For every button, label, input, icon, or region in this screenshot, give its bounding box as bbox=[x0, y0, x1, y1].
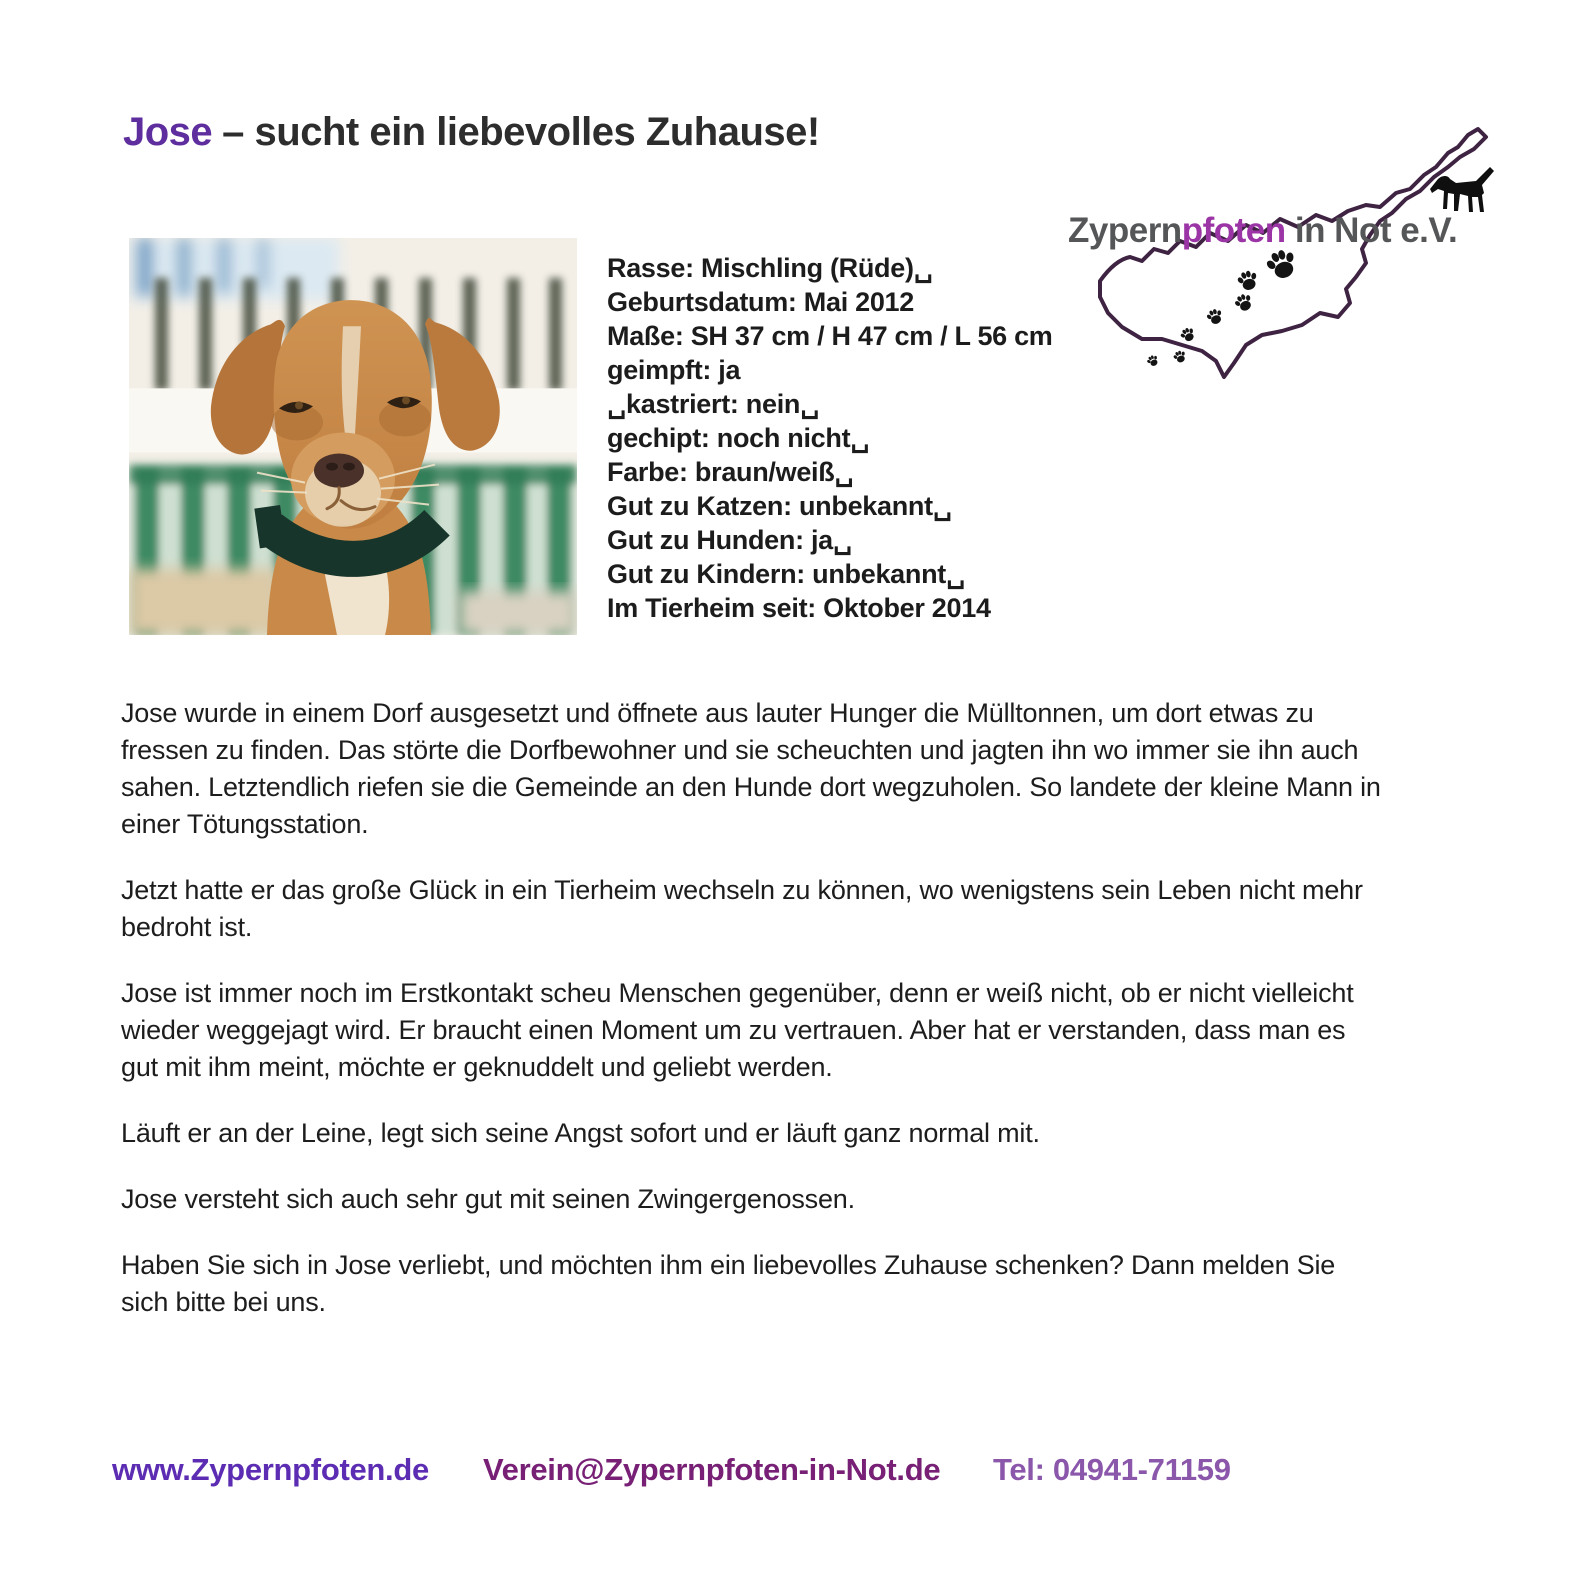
page-title bbox=[123, 110, 820, 155]
info-line: Gut zu Kindern: unbekannt␣ bbox=[607, 559, 966, 589]
info-line: Maße: SH 37 cm / H 47 cm / L 56 cm bbox=[607, 321, 1053, 351]
info-line: Rasse: Mischling (Rüde)␣ bbox=[607, 253, 933, 283]
dog-name: Jose bbox=[123, 110, 213, 154]
info-line: geimpft: ja bbox=[607, 355, 741, 385]
logo-word-zypern: Zypern bbox=[1068, 211, 1182, 250]
phone-number: Tel: 04941-71159 bbox=[993, 1452, 1231, 1487]
contact-email: Verein@Zypernpfoten-in-Not.de bbox=[483, 1452, 941, 1487]
title-suffix: – sucht ein liebevolles Zuhause! bbox=[222, 110, 820, 154]
paragraph: Jetzt hatte er das große Glück in ein Tierheim wechseln zu können, wo wenigstens sein Leben nicht mehr bedroht ist. bbox=[121, 875, 1363, 942]
story-text bbox=[121, 695, 1389, 1350]
info-line: Gut zu Hunden: ja␣ bbox=[607, 525, 852, 555]
paragraph: Jose ist immer noch im Erstkontakt scheu Menschen gegenüber, denn er weiß nicht, ob er nicht vielleicht wieder weggejagt wird. Er braucht einen Moment um zu vertrauen. Aber hat er verstanden, dass man es gut mit ihm meint, möchte er geknuddelt und geliebt werden. bbox=[121, 978, 1354, 1082]
logo-word-rest: in Not e.V. bbox=[1285, 211, 1458, 250]
paragraph: Jose wurde in einem Dorf ausgesetzt und öffnete aus lauter Hunger die Mülltonnen, um dort etwas zu fressen zu finden. Das störte die Dorfbewohner und sie scheuchten und jagten ihn wo immer sie ihn auch sahen. Letztendlich riefen sie die Gemeinde an den Hunde dort wegzuholen. So landete der kleine Mann in einer Tötungsstation. bbox=[121, 698, 1381, 839]
paragraph: Haben Sie sich in Jose verliebt, und möchten ihm ein liebevolles Zuhause schenken? Dann melden Sie sich bitte bei uns. bbox=[121, 1250, 1336, 1317]
logo-wordmark bbox=[1068, 211, 1457, 251]
dog-photo-illustration bbox=[129, 238, 577, 635]
paragraph: Jose versteht sich auch sehr gut mit seinen Zwingergenossen. bbox=[121, 1184, 855, 1214]
info-line: gechipt: noch nicht␣ bbox=[607, 423, 870, 453]
dog-info-list bbox=[607, 251, 1055, 625]
info-line: Im Tierheim seit: Oktober 2014 bbox=[607, 593, 991, 623]
info-line: Gut zu Katzen: unbekannt␣ bbox=[607, 491, 952, 521]
paragraph: Läuft er an der Leine, legt sich seine Angst sofort und er läuft ganz normal mit. bbox=[121, 1118, 1040, 1148]
island-outline bbox=[1100, 129, 1486, 377]
logo-word-pfoten: pfoten bbox=[1181, 211, 1286, 250]
dog-photo bbox=[129, 238, 577, 635]
info-line: Geburtsdatum: Mai 2012 bbox=[607, 287, 914, 317]
organization-logo bbox=[1058, 115, 1498, 383]
paw-prints-icon bbox=[1145, 246, 1301, 369]
info-line: ␣kastriert: nein␣ bbox=[607, 389, 820, 419]
info-line: Farbe: braun/weiß␣ bbox=[607, 457, 854, 487]
website-url: www.Zypernpfoten.de bbox=[112, 1452, 429, 1487]
